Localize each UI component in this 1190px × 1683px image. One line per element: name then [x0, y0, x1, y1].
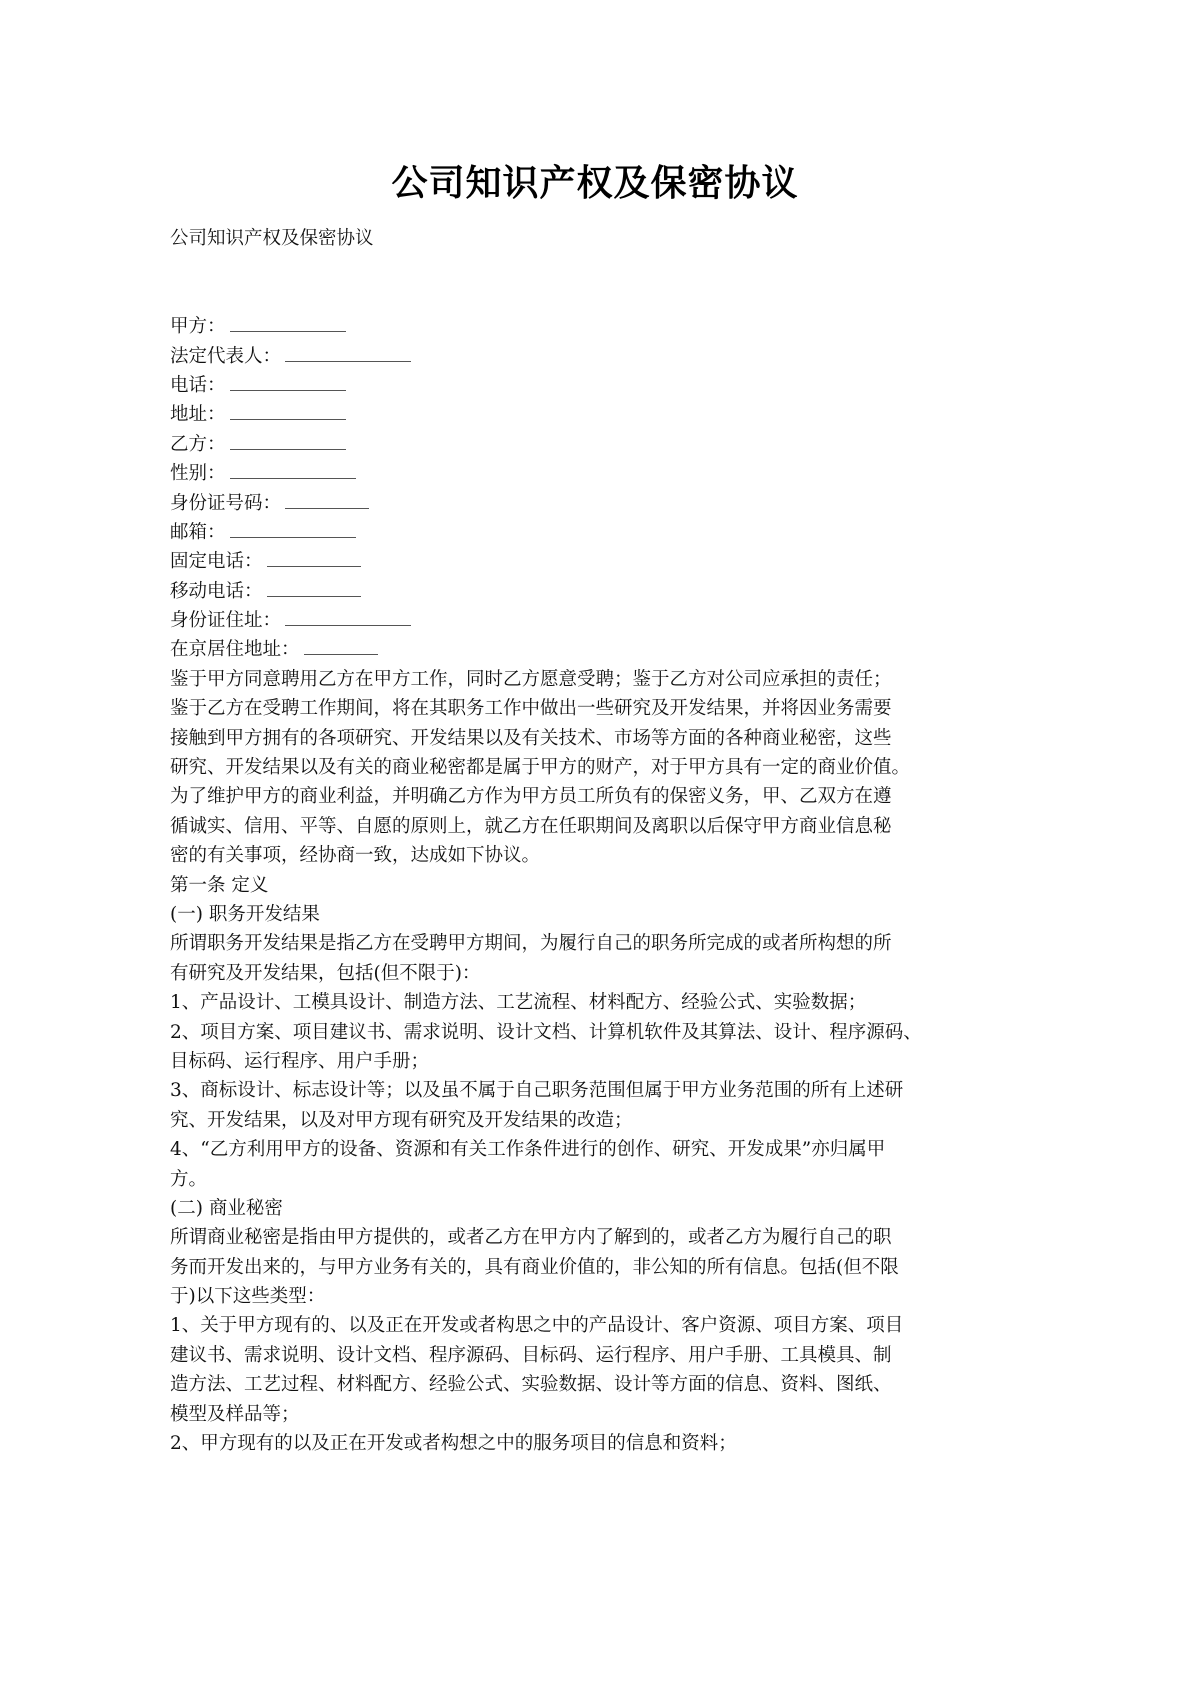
fill-in-blank[interactable] — [267, 579, 361, 597]
form-field-row — [170, 400, 1030, 429]
field-label: 身份证号码： — [170, 492, 282, 514]
text-line: 所谓职务开发结果是指乙方在受聘甲方期间，为履行自己的职务所完成的或者所构想的所 — [170, 933, 892, 955]
fill-in-blank[interactable] — [285, 344, 411, 362]
text-line: (一) 职务开发结果 — [170, 903, 320, 925]
field-label: 甲方： — [170, 316, 226, 338]
fill-in-blank[interactable] — [230, 432, 346, 450]
form-field-row — [170, 371, 1030, 400]
form-field-row — [170, 518, 1030, 547]
field-label: 性别： — [170, 463, 226, 485]
text-line: 于)以下这些类型： — [170, 1286, 326, 1308]
text-line: 究、开发结果，以及对甲方现有研究及开发结果的改造； — [170, 1109, 633, 1131]
form-field-row — [170, 577, 1030, 606]
fill-in-blank[interactable] — [230, 402, 346, 420]
spacer — [170, 283, 1030, 312]
text-line: 方。 — [170, 1168, 208, 1190]
text-line: 1、产品设计、工模具设计、制造方法、工艺流程、材料配方、经验公式、实验数据； — [170, 992, 867, 1014]
field-label: 身份证住址： — [170, 610, 282, 632]
field-label: 电话： — [170, 374, 226, 396]
fill-in-blank[interactable] — [230, 461, 356, 479]
text-line: 密的有关事项，经协商一致，达成如下协议。 — [170, 845, 541, 867]
fill-in-blank[interactable] — [230, 314, 346, 332]
spacer — [170, 253, 1030, 282]
field-label: 邮箱： — [170, 521, 226, 543]
field-label: 固定电话： — [170, 551, 263, 573]
fill-in-blank[interactable] — [304, 637, 378, 655]
form-field-row — [170, 489, 1030, 518]
text-line: 第一条 定义 — [170, 874, 269, 896]
field-label: 法定代表人： — [170, 345, 282, 367]
form-field-row — [170, 547, 1030, 576]
text-line: 所谓商业秘密是指由甲方提供的，或者乙方在甲方内了解到的，或者乙方为履行自己的职 — [170, 1227, 892, 1249]
fill-in-blank[interactable] — [267, 549, 361, 567]
agreement-text — [170, 665, 1030, 1459]
form-field-row — [170, 430, 1030, 459]
text-line: 2、甲方现有的以及正在开发或者构想之中的服务项目的信息和资料； — [170, 1433, 737, 1455]
form-field-row — [170, 606, 1030, 635]
form-field-row — [170, 459, 1030, 488]
text-line: 鉴于乙方在受聘工作期间，将在其职务工作中做出一些研究及开发结果，并将因业务需要 — [170, 698, 892, 720]
party-info-fields — [170, 312, 1030, 665]
text-line: 目标码、运行程序、用户手册； — [170, 1050, 430, 1072]
text-line: 为了维护甲方的商业利益，并明确乙方作为甲方员工所负有的保密义务，甲、乙双方在遵 — [170, 786, 892, 808]
text-line: 1、关于甲方现有的、以及正在开发或者构思之中的产品设计、客户资源、项目方案、项目 — [170, 1315, 904, 1337]
form-field-row — [170, 635, 1030, 664]
text-line: 有研究及开发结果，包括(但不限于)： — [170, 962, 481, 984]
field-label: 在京居住地址： — [170, 639, 300, 661]
text-line: 循诚实、信用、平等、自愿的原则上，就乙方在任职期间及离职以后保守甲方商业信息秘 — [170, 815, 892, 837]
document-subtitle: 公司知识产权及保密协议 — [170, 228, 374, 249]
fill-in-blank[interactable] — [230, 373, 346, 391]
text-line: 研究、开发结果以及有关的商业秘密都是属于甲方的财产，对于甲方具有一定的商业价值。 — [170, 757, 911, 779]
text-line: 建议书、需求说明、设计文档、程序源码、目标码、运行程序、用户手册、工具模具、制 — [170, 1344, 892, 1366]
field-label: 移动电话： — [170, 580, 263, 602]
document-title: 公司知识产权及保密协议 — [391, 163, 799, 204]
text-line: (二) 商业秘密 — [170, 1197, 283, 1219]
text-line: 鉴于甲方同意聘用乙方在甲方工作，同时乙方愿意受聘；鉴于乙方对公司应承担的责任； — [170, 668, 892, 690]
text-line: 3、商标设计、标志设计等；以及虽不属于自己职务范围但属于甲方业务范围的所有上述研 — [170, 1080, 904, 1102]
form-field-row — [170, 312, 1030, 341]
form-field-row — [170, 342, 1030, 371]
document-body — [170, 224, 1030, 1458]
text-line: 接触到甲方拥有的各项研究、开发结果以及有关技术、市场等方面的各种商业秘密，这些 — [170, 727, 892, 749]
text-line: 模型及样品等； — [170, 1403, 300, 1425]
fill-in-blank[interactable] — [230, 520, 356, 538]
field-label: 地址： — [170, 404, 226, 426]
fill-in-blank[interactable] — [285, 608, 411, 626]
text-line: 2、项目方案、项目建议书、需求说明、设计文档、计算机软件及其算法、设计、程序源码、 — [170, 1021, 922, 1043]
field-label: 乙方： — [170, 433, 226, 455]
fill-in-blank[interactable] — [285, 491, 369, 509]
text-line: 4、“乙方利用甲方的设备、资源和有关工作条件进行的创作、研究、开发成果”亦归属甲 — [170, 1139, 886, 1161]
text-line: 务而开发出来的，与甲方业务有关的，具有商业价值的，非公知的所有信息。包括(但不限 — [170, 1256, 899, 1278]
text-line: 造方法、工艺过程、材料配方、经验公式、实验数据、设计等方面的信息、资料、图纸、 — [170, 1374, 892, 1396]
